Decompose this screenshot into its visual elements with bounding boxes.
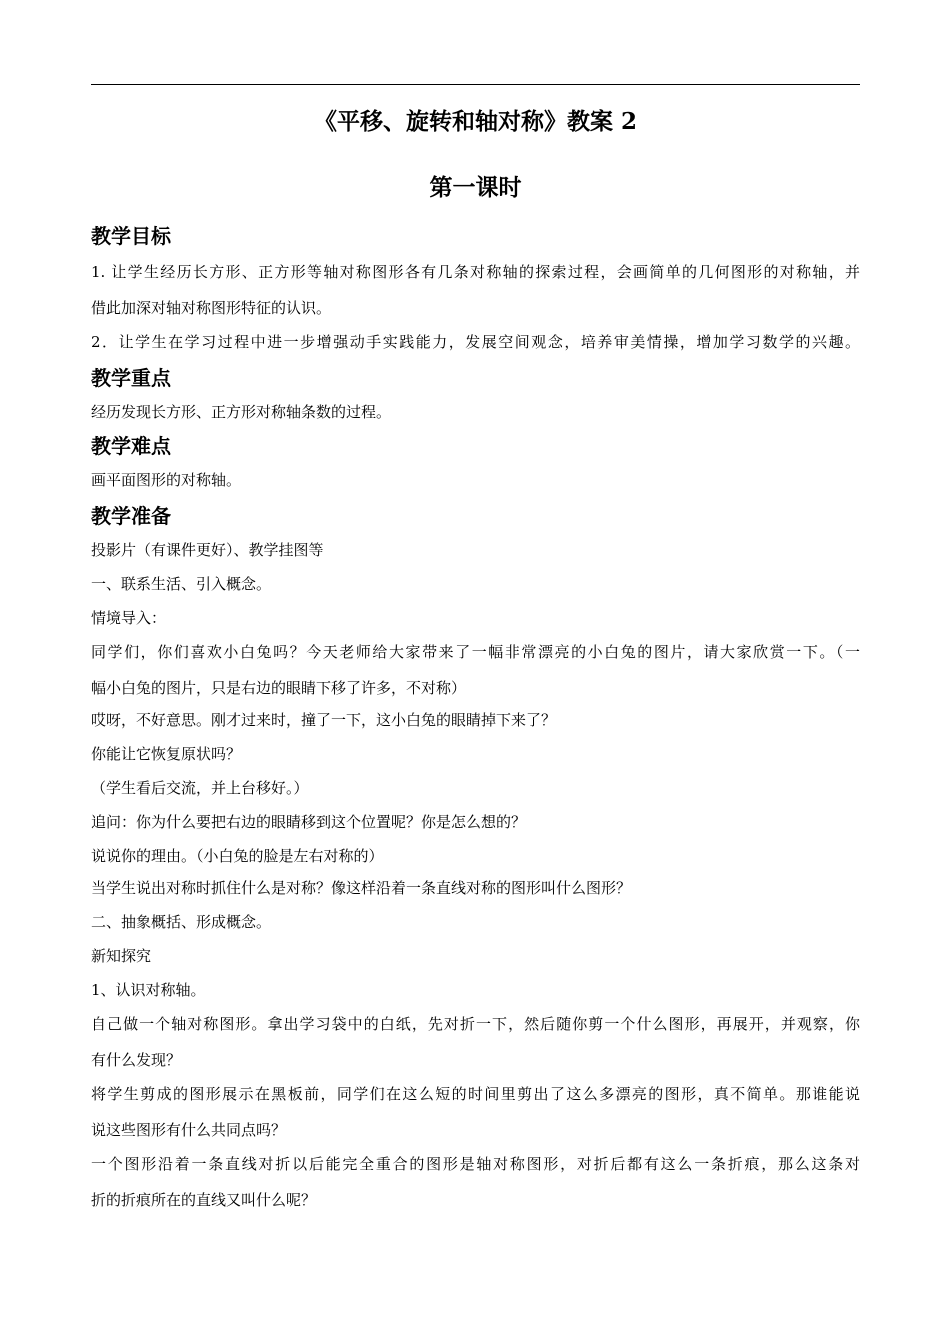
body-line: 一、联系生活、引入概念。 [91, 575, 272, 593]
body-line: 说这些图形有什么共同点吗？ [91, 1121, 287, 1139]
goal-1-line-1: 1. 让学生经历长方形、正方形等轴对称图形各有几条对称轴的探索过程，会画简单的几何图形的对称轴，并 [91, 263, 860, 281]
body-line: 新知探究 [91, 947, 152, 965]
goal-2: 2．让学生在学习过程中进一步增强动手实践能力，发展空间观念，培养审美情操，增加学习数学的兴趣。 [91, 333, 860, 351]
body-line: 同学们，你们喜欢小白兔吗？今天老师给大家带来了一幅非常漂亮的小白兔的图片，请大家欣赏一下。（一 [91, 643, 860, 661]
preparation-text: 投影片（有课件更好）、教学挂图等 [91, 541, 324, 559]
body-line: （学生看后交流，并上台移好。） [91, 779, 309, 797]
document-title: 《平移、旋转和轴对称》教案 2 [313, 108, 637, 135]
body-line: 当学生说出对称时抓住什么是对称？像这样沿着一条直线对称的图形叫什么图形？ [91, 879, 632, 897]
heading-key-points: 教学重点 [91, 366, 171, 390]
body-line: 折的折痕所在的直线又叫什么呢？ [91, 1191, 317, 1209]
lesson-subtitle: 第一课时 [429, 174, 522, 201]
difficulty-text: 画平面图形的对称轴。 [91, 471, 242, 489]
body-line: 哎呀，不好意思。刚才过来时，撞了一下，这小白兔的眼睛掉下来了？ [91, 711, 557, 729]
heading-preparation: 教学准备 [91, 504, 171, 528]
body-line: 说说你的理由。（小白兔的脸是左右对称的） [91, 847, 384, 865]
body-line: 你能让它恢复原状吗？ [91, 745, 242, 763]
body-line: 一个图形沿着一条直线对折以后能完全重合的图形是轴对称图形，对折后都有这么一条折痕，那么这条对 [91, 1155, 860, 1173]
body-line: 有什么发现？ [91, 1051, 182, 1069]
body-line: 幅小白兔的图片，只是右边的眼睛下移了许多，不对称） [91, 679, 467, 697]
goal-1-line-2: 借此加深对轴对称图形特征的认识。 [91, 299, 332, 317]
body-line: 情境导入： [91, 609, 167, 627]
body-line: 追问：你为什么要把右边的眼睛移到这个位置呢？你是怎么想的？ [91, 813, 527, 831]
body-line: 自己做一个轴对称图形。拿出学习袋中的白纸，先对折一下，然后随你剪一个什么图形，再展开，并观察，你 [91, 1015, 860, 1033]
heading-difficulty: 教学难点 [91, 434, 171, 458]
body-line: 1、认识对称轴。 [91, 981, 206, 999]
body-line: 二、抽象概括、形成概念。 [91, 913, 272, 931]
header-rule [91, 84, 860, 85]
body-line: 将学生剪成的图形展示在黑板前，同学们在这么短的时间里剪出了这么多漂亮的图形，真不简单。那谁能说 [91, 1085, 860, 1103]
heading-goals: 教学目标 [91, 224, 171, 248]
key-points-text: 经历发现长方形、正方形对称轴条数的过程。 [91, 403, 392, 421]
